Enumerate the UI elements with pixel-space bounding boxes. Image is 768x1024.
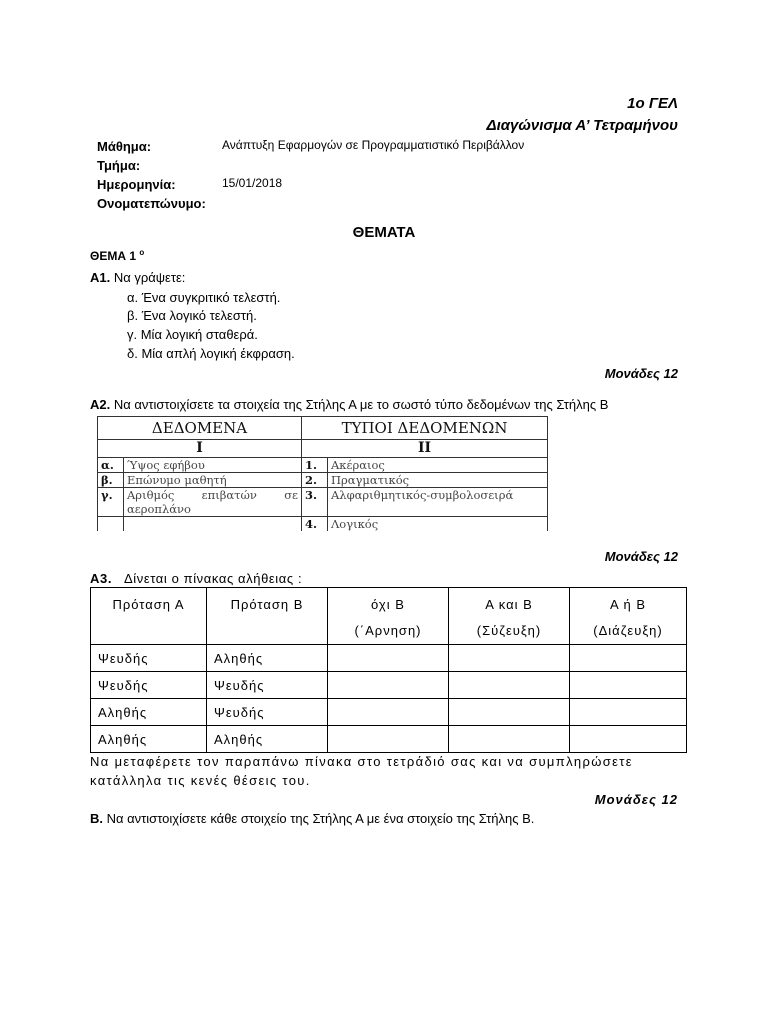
- truth-cell-empty: [570, 699, 687, 726]
- a3-monades: Μονάδες 12: [594, 792, 678, 807]
- header-a-and-b-line2: (Σύζευξη): [476, 623, 542, 638]
- a2-text: Να αντιστοιχίσετε τα στοιχεία της Στήλης Α με το σωστό τύπο δεδομένων της Στήλης Β: [110, 397, 609, 412]
- themata-title: ΘΕΜΑΤΑ: [352, 224, 416, 241]
- truth-cell: Αληθής: [207, 726, 328, 753]
- header-a-or-b-line2: (Διάζευξη): [593, 623, 663, 638]
- types-table-roman-row: [98, 440, 548, 458]
- row-key-b: β.: [98, 473, 124, 488]
- truth-table-header: [91, 588, 687, 645]
- class-label: Τμήμα:: [97, 158, 141, 173]
- col1-title: ΔΕΔΟΜΕΝΑ: [98, 417, 302, 440]
- header-a-or-b: [570, 588, 687, 645]
- table-row: [98, 488, 548, 517]
- a3-text: Δίνεται ο πίνακας αλήθειας :: [112, 571, 303, 586]
- question-b: [90, 811, 534, 826]
- a3-instruction: Να μεταφέρετε τον παραπάνω πίνακα στο τετράδιό σας και να συμπληρώσετε κατάλληλα τις κενές θέσεις του.: [90, 754, 633, 788]
- thema1-label: ΘΕΜΑ 1: [90, 249, 137, 263]
- a1-monades: Μονάδες 12: [604, 366, 678, 381]
- a3-number: Α3.: [90, 571, 113, 586]
- row-key-4: [302, 517, 328, 532]
- table-row: [91, 726, 687, 753]
- col1-roman: I: [98, 440, 302, 458]
- question-a3: [90, 571, 302, 586]
- a1-item-c: γ. Μία λογική σταθερά.: [127, 327, 258, 342]
- a1-item-d: δ. Μία απλή λογική έκφραση.: [127, 346, 295, 361]
- row-key-4-text: 4.: [305, 517, 318, 531]
- header-proposition-a-line1: Πρόταση Α: [112, 597, 185, 612]
- table-row: [91, 699, 687, 726]
- truth-cell: Αληθής: [91, 726, 207, 753]
- truth-cell: Ψευδής: [91, 672, 207, 699]
- truth-cell-empty: [570, 645, 687, 672]
- row-key-2: 2.: [302, 473, 328, 488]
- a1-item-b: β. Ένα λογικό τελεστή.: [127, 308, 257, 323]
- types-table-title-row: [98, 417, 548, 440]
- question-a2: [90, 397, 608, 412]
- truth-cell: Ψευδής: [207, 699, 328, 726]
- a1-number: Α1.: [90, 270, 111, 285]
- question-a1: [90, 270, 185, 285]
- header-not-b: [328, 588, 449, 645]
- a1-text: Να γράψετε:: [110, 270, 186, 285]
- truth-cell-empty: [328, 672, 449, 699]
- truth-table: [90, 587, 687, 753]
- truth-cell: Αληθής: [91, 699, 207, 726]
- truth-cell: Αληθής: [207, 645, 328, 672]
- row-type-2: Πραγματικός: [328, 473, 548, 488]
- name-label: Ονοματεπώνυμο:: [97, 196, 206, 211]
- row-key-a: α.: [98, 458, 124, 473]
- subject-value: Ανάπτυξη Εφαρμογών σε Προγραμματιστικό Περιβάλλον: [222, 138, 525, 152]
- truth-cell: Ψευδής: [91, 645, 207, 672]
- row-type-1: Ακέραιος: [328, 458, 548, 473]
- header-a-or-b-line1: Α ή Β: [609, 597, 647, 612]
- row-value-a: Ύψος εφήβου: [124, 458, 302, 473]
- truth-cell: Ψευδής: [207, 672, 328, 699]
- row-value-empty: [124, 517, 302, 532]
- row-type-4-text: Λογικός: [331, 517, 379, 531]
- row-value-c: Αριθμός επιβατών σε αεροπλάνο: [124, 488, 302, 517]
- row-key-3: 3.: [302, 488, 328, 517]
- header-proposition-a: [91, 588, 207, 645]
- header-not-b-line2: (΄Αρνηση): [354, 623, 422, 638]
- row-type-4: [328, 517, 548, 532]
- row-key-1: 1.: [302, 458, 328, 473]
- truth-cell-empty: [328, 699, 449, 726]
- truth-cell-empty: [449, 699, 570, 726]
- header-a-and-b-line1: Α και Β: [485, 597, 533, 612]
- row-key-c: γ.: [98, 488, 124, 517]
- header-not-b-line1: όχι Β: [371, 597, 405, 612]
- row-type-3: Αλφαριθμητικός-συμβολοσειρά: [328, 488, 548, 517]
- truth-cell-empty: [449, 645, 570, 672]
- header-a-and-b: [449, 588, 570, 645]
- table-row: [98, 517, 548, 532]
- date-label: Ημερομηνία:: [97, 177, 176, 192]
- col2-roman: II: [302, 440, 548, 458]
- b-text: Να αντιστοιχίσετε κάθε στοιχείο της Στήλης Α με ένα στοιχείο της Στήλης Β.: [103, 811, 535, 826]
- truth-cell-empty: [449, 672, 570, 699]
- date-value: 15/01/2018: [222, 176, 283, 190]
- table-row: [91, 645, 687, 672]
- truth-cell-empty: [328, 726, 449, 753]
- exam-title: Διαγώνισμα Α’ Τετραμήνου: [486, 117, 678, 134]
- thema1-sup: ο: [139, 248, 145, 257]
- truth-cell-empty: [570, 672, 687, 699]
- header-proposition-b-line1: Πρόταση Β: [230, 597, 304, 612]
- a2-number: Α2.: [90, 397, 111, 412]
- data-types-table: [97, 416, 548, 531]
- table-row: [91, 672, 687, 699]
- subject-label: Μάθημα:: [97, 139, 152, 154]
- col2-title: ΤΥΠΟΙ ΔΕΔΟΜΕΝΩΝ: [302, 417, 548, 440]
- table-row: [98, 473, 548, 488]
- row-key-empty: [98, 517, 124, 532]
- row-value-b: Επώνυμο μαθητή: [124, 473, 302, 488]
- truth-cell-empty: [449, 726, 570, 753]
- table-row: [98, 458, 548, 473]
- a1-item-a: α. Ένα συγκριτικό τελεστή.: [127, 290, 281, 305]
- school-name: 1ο ΓΕΛ: [627, 95, 678, 112]
- a2-monades: Μονάδες 12: [604, 549, 678, 564]
- truth-cell-empty: [570, 726, 687, 753]
- truth-cell-empty: [328, 645, 449, 672]
- b-number: Β.: [90, 811, 103, 826]
- thema1-heading: [90, 248, 144, 263]
- header-proposition-b: [207, 588, 328, 645]
